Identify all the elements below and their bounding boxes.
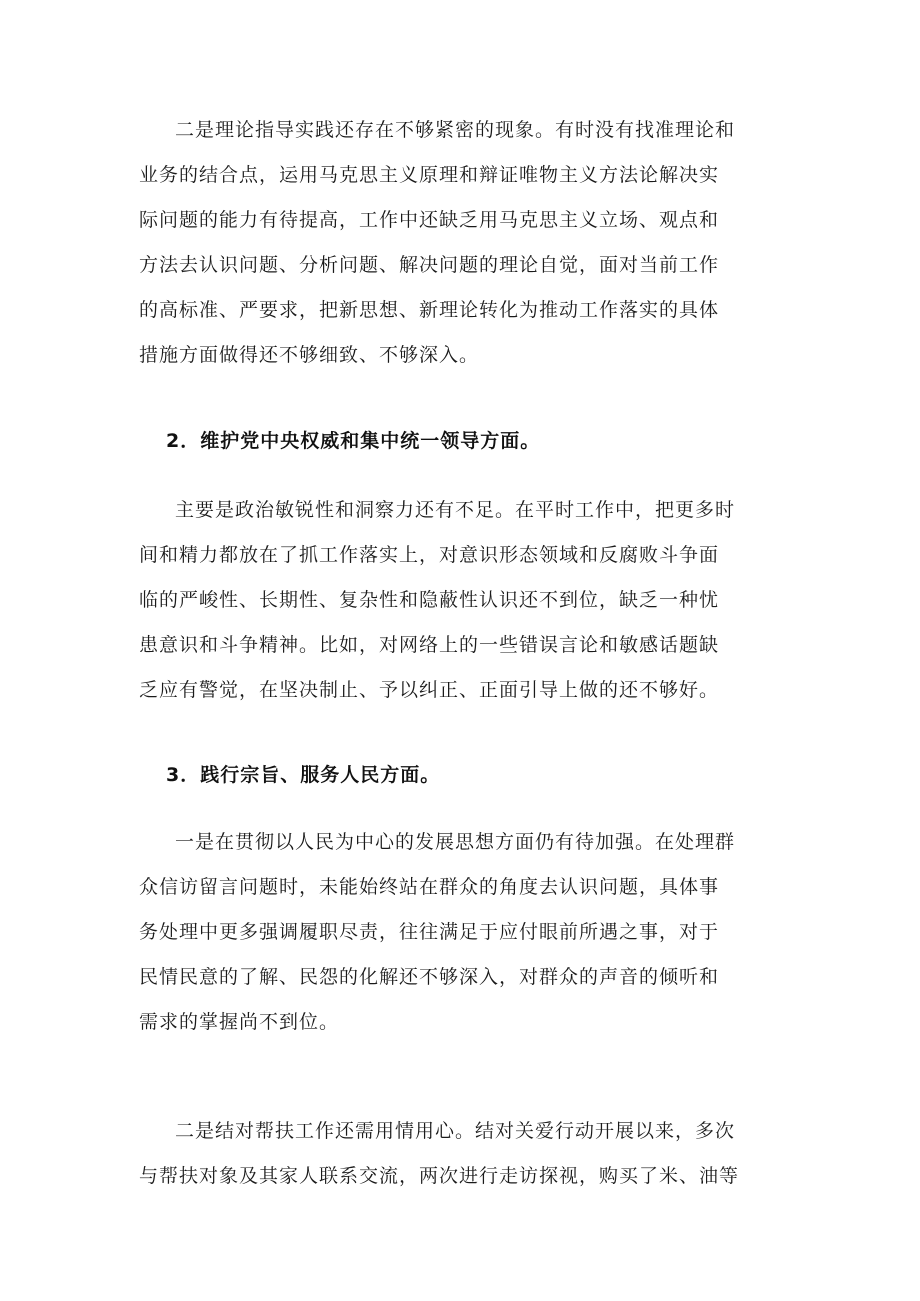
section-heading-2: 2．维护党中央权威和集中统一领导方面。: [166, 430, 541, 452]
text-line: 际问题的能力有待提高，工作中还缺乏用马克思主义立场、观点和: [139, 209, 720, 231]
text-line: 需求的掌握尚不到位。: [139, 1011, 340, 1033]
text-line: 众信访留言问题时，未能始终站在群众的角度去认识问题，具体事: [139, 876, 720, 898]
text-line: 业务的结合点，运用马克思主义原理和辩证唯物主义方法论解决实: [139, 164, 720, 186]
text-line: 患意识和斗争精神。比如，对网络上的一些错误言论和敏感话题缺: [139, 634, 720, 656]
section-heading-3: 3．践行宗旨、服务人民方面。: [166, 764, 441, 786]
paragraph-theory-practice: [139, 108, 789, 378]
text-line: 乏应有警觉，在坚决制止、予以纠正、正面引导上做的还不够好。: [139, 679, 720, 701]
text-line: 方法去认识问题、分析问题、解决问题的理论自觉，面对当前工作: [139, 254, 720, 276]
text-line: 与帮扶对象及其家人联系交流，两次进行走访探视，购买了米、油等: [139, 1165, 740, 1187]
text-line: 民情民意的了解、民怨的化解还不够深入，对群众的声音的倾听和: [139, 966, 720, 988]
text-line: 间和精力都放在了抓工作落实上，对意识形态领域和反腐败斗争面: [139, 544, 720, 566]
text-line: 一是在贯彻以人民为中心的发展思想方面仍有待加强。在处理群: [175, 831, 736, 853]
paragraph-paired-assistance: [139, 1109, 789, 1199]
paragraph-people-centered: [139, 820, 789, 1045]
text-line: 的高标准、严要求，把新思想、新理论转化为推动工作落实的具体: [139, 299, 720, 321]
text-line: 措施方面做得还不够细致、不够深入。: [139, 344, 480, 366]
text-line: 主要是政治敏锐性和洞察力还有不足。在平时工作中，把更多时: [175, 499, 736, 521]
paragraph-political-sensitivity: [139, 488, 789, 713]
text-line: 二是理论指导实践还存在不够紧密的现象。有时没有找准理论和: [175, 119, 736, 141]
text-line: 临的严峻性、长期性、复杂性和隐蔽性认识还不到位，缺乏一种忧: [139, 589, 720, 611]
text-line: 务处理中更多强调履职尽责，往往满足于应付眼前所遇之事，对于: [139, 921, 720, 943]
text-line: 二是结对帮扶工作还需用情用心。结对关爱行动开展以来，多次: [175, 1120, 736, 1142]
